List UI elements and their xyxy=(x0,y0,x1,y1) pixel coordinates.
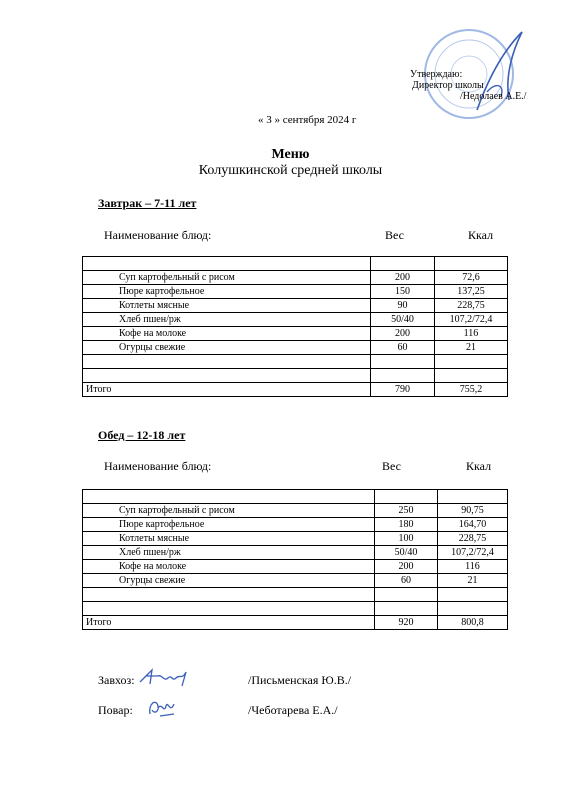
dish-name: Котлеты мясные xyxy=(83,299,371,313)
dish-name: Котлеты мясные xyxy=(83,532,375,546)
breakfast-menu-table xyxy=(82,256,508,397)
dish-weight: 50/40 xyxy=(375,546,438,560)
dish-name: Хлеб пшен/рж xyxy=(83,546,375,560)
storekeeper-label: Завхоз: xyxy=(98,673,135,687)
page-title: Меню xyxy=(271,147,310,162)
table-row xyxy=(83,285,508,299)
dish-kcal: 72,6 xyxy=(435,271,508,285)
lunch-col-kcal-header: Ккал xyxy=(466,459,492,473)
table-row xyxy=(83,369,508,383)
breakfast-col-weight-header: Вес xyxy=(385,228,404,242)
dish-kcal: 116 xyxy=(435,327,508,341)
total-label: Итого xyxy=(83,383,371,397)
dish-name: Суп картофельный с рисом xyxy=(83,504,375,518)
cook-name: /Чеботарева Е.А./ xyxy=(248,703,338,717)
dish-weight: 200 xyxy=(371,327,435,341)
dish-kcal: 228,75 xyxy=(435,299,508,313)
approval-block xyxy=(408,69,526,102)
table-row xyxy=(83,490,508,504)
dish-weight: 60 xyxy=(371,341,435,355)
dish-name: Суп картофельный с рисом xyxy=(83,271,371,285)
dish-kcal: 228,75 xyxy=(438,532,508,546)
dish-name: Огурцы свежие xyxy=(83,574,375,588)
approval-line-approve: Утверждаю: xyxy=(410,69,463,80)
lunch-menu-table xyxy=(82,489,508,630)
dish-name: Хлеб пшен/рж xyxy=(83,313,371,327)
dish-kcal: 21 xyxy=(435,341,508,355)
breakfast-col-kcal-header: Ккал xyxy=(468,228,494,242)
table-row xyxy=(83,313,508,327)
dish-weight: 250 xyxy=(375,504,438,518)
breakfast-col-name-header: Наименование блюд: xyxy=(104,228,212,242)
table-row xyxy=(83,257,508,271)
dish-weight: 60 xyxy=(375,574,438,588)
table-row xyxy=(83,327,508,341)
table-total-row xyxy=(83,616,508,630)
total-weight: 790 xyxy=(371,383,435,397)
dish-kcal: 90,75 xyxy=(438,504,508,518)
page-subtitle: Колушкинской средней школы xyxy=(198,163,383,178)
table-row xyxy=(83,355,508,369)
lunch-heading: Обед – 12-18 лет xyxy=(98,428,186,442)
dish-name: Пюре картофельное xyxy=(83,285,371,299)
total-label: Итого xyxy=(83,616,375,630)
approval-line-director-name: /Недолаев А.Е./ xyxy=(460,91,527,102)
dish-kcal: 116 xyxy=(438,560,508,574)
dish-name: Кофе на молоке xyxy=(83,327,371,341)
dish-weight: 100 xyxy=(375,532,438,546)
dish-name: Кофе на молоке xyxy=(83,560,375,574)
dish-name: Огурцы свежие xyxy=(83,341,371,355)
document-date: « 3 » сентября 2024 г xyxy=(258,114,357,126)
approval-line-director: Директор школы xyxy=(412,80,484,91)
table-row xyxy=(83,560,508,574)
lunch-col-name-header: Наименование блюд: xyxy=(104,459,212,473)
dish-kcal: 21 xyxy=(438,574,508,588)
table-row xyxy=(83,518,508,532)
dish-weight: 50/40 xyxy=(371,313,435,327)
table-row xyxy=(83,546,508,560)
dish-weight: 200 xyxy=(375,560,438,574)
table-row xyxy=(83,341,508,355)
breakfast-heading: Завтрак – 7-11 лет xyxy=(98,196,197,210)
table-total-row xyxy=(83,383,508,397)
table-row xyxy=(83,271,508,285)
table-row xyxy=(83,504,508,518)
total-kcal: 755,2 xyxy=(435,383,508,397)
total-kcal: 800,8 xyxy=(438,616,508,630)
cook-signature xyxy=(146,696,178,720)
dish-weight: 200 xyxy=(371,271,435,285)
table-row xyxy=(83,574,508,588)
storekeeper-signature xyxy=(138,664,192,690)
dish-kcal: 107,2/72,4 xyxy=(435,313,508,327)
total-weight: 920 xyxy=(375,616,438,630)
table-row xyxy=(83,532,508,546)
dish-weight: 90 xyxy=(371,299,435,313)
table-row xyxy=(83,602,508,616)
dish-name: Пюре картофельное xyxy=(83,518,375,532)
dish-kcal: 107,2/72,4 xyxy=(438,546,508,560)
lunch-col-weight-header: Вес xyxy=(382,459,401,473)
cook-label: Повар: xyxy=(98,703,133,717)
dish-weight: 180 xyxy=(375,518,438,532)
dish-kcal: 137,25 xyxy=(435,285,508,299)
dish-weight: 150 xyxy=(371,285,435,299)
table-row xyxy=(83,588,508,602)
table-row xyxy=(83,299,508,313)
dish-kcal: 164,70 xyxy=(438,518,508,532)
storekeeper-name: /Письменская Ю.В./ xyxy=(248,673,352,687)
